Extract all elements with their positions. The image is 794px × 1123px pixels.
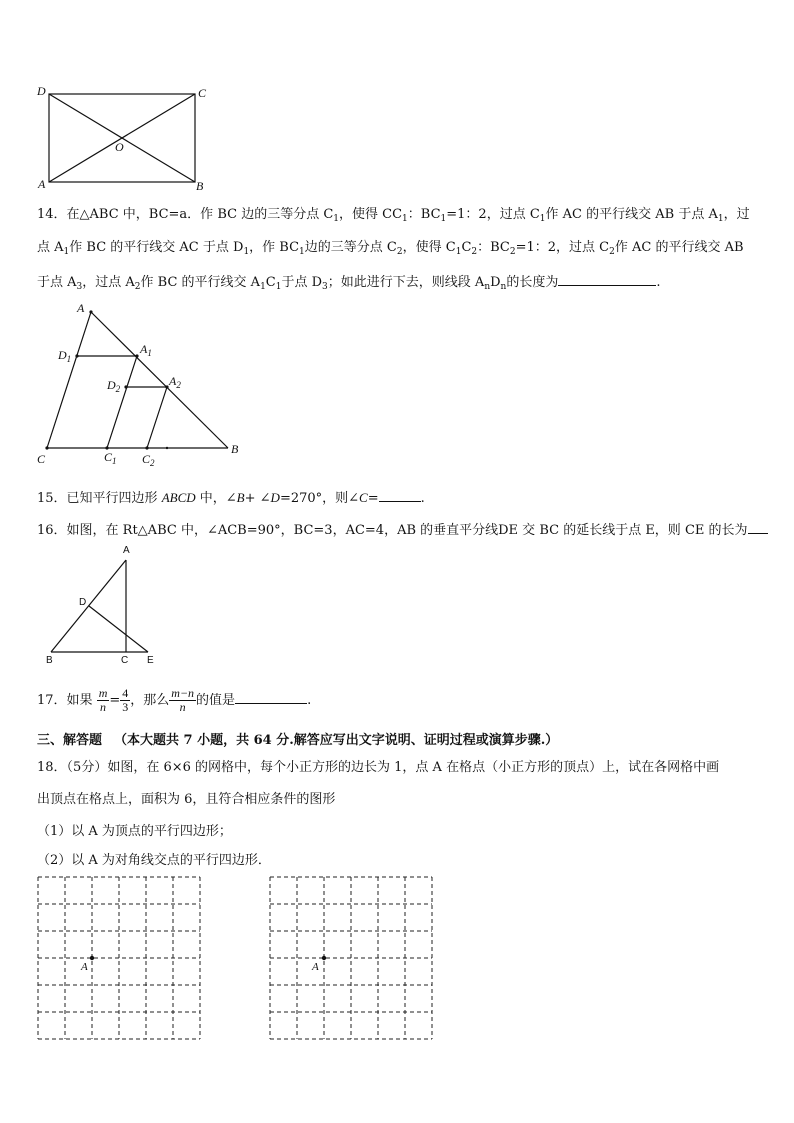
question-15: 15．已知平行四边形 ABCD 中，∠B+ ∠D=270°，则∠C= .	[37, 490, 425, 506]
label-b: B	[46, 655, 53, 666]
label-a: A	[123, 545, 130, 556]
vertex-label-b: B	[196, 179, 204, 193]
q14-line-3: 于点 $A_3$，过点 $A_2$作 BC 的平行线交 $A_1C_1$于点 $D_3$；如此进行下去，则线段 $A_nD_n$的长度为 .	[37, 275, 661, 292]
label-a1: $A_1$	[140, 342, 152, 358]
point-a-label: A	[312, 961, 319, 973]
q14-line-2: 点 $A_1$作 BC 的平行线交 AC 于点 $D_1$，作 $BC_1$边的三等分点 $C_2$，使得 $C_1C_2$：$BC_2=1$：2，过点 $C_2$作 AC 的平行线交 AB	[37, 240, 744, 257]
label-d: D	[79, 597, 87, 608]
point-a-dot	[322, 956, 326, 960]
question-17: 17．如果 $\frac{m}{n}$ = $\frac{4}{3}$ ，那么 $\frac{m-n}{n}$ 的值是 .	[37, 686, 312, 714]
center-label-o: O	[115, 140, 124, 154]
label-a2: $A_2$	[169, 374, 181, 390]
q14-line-1: 14．在△ABC 中，BC=a．作 BC 边的三等分点 $C_1$，使得 $CC_1$：$BC_1=1$：2，过点 $C_1$作 AC 的平行线交 AB 于点 $A_1$，过	[37, 207, 750, 224]
vertex-label-c: C	[198, 86, 207, 100]
q18-item-2: （2）以 A 为对角线交点的平行四边形．	[37, 853, 271, 868]
fraction-m-minus-n-over-n: $\frac{m-n}{n}$	[171, 686, 195, 714]
vertex-label-d: D	[37, 84, 46, 98]
label-b: B	[231, 442, 239, 456]
q18-line-2: 出顶点在格点上，面积为 6，且符合相应条件的图形	[37, 792, 336, 807]
label-c: C	[37, 452, 46, 466]
label-a: A	[77, 301, 85, 315]
question-16: 16．如图，在 Rt△ABC 中，∠ACB=90°，BC=3，AC=4，AB 的垂直平分线DE 交 BC 的延长线于点 E，则 CE 的长为	[37, 521, 768, 539]
label-d1: $D_1$	[58, 348, 72, 364]
label-c1: $C_1$	[104, 450, 117, 466]
label-c: C	[121, 655, 129, 666]
label-c2: $C_2$	[142, 452, 155, 468]
fraction-4-over-3: $\frac{4}{3}$	[122, 686, 129, 714]
fraction-m-over-n: $\frac{m}{n}$	[98, 686, 108, 714]
label-d2: $D_2$	[107, 378, 121, 394]
vertex-label-a: A	[38, 177, 46, 191]
point-a-label: A	[81, 961, 88, 973]
label-e: E	[147, 655, 154, 666]
q18-item-1: （1）以 A 为顶点的平行四边形；	[37, 824, 232, 839]
q18-line-1: 18．（5分）如图，在 6×6 的网格中，每个小正方形的边长为 1，点 A 在格点（小正方形的顶点）上，试在各网格中画	[37, 760, 720, 775]
section-3-header: 三、解答题 （本大题共 7 小题，共 64 分.解答应写出文字说明、证明过程或演算步骤.）	[37, 733, 559, 748]
